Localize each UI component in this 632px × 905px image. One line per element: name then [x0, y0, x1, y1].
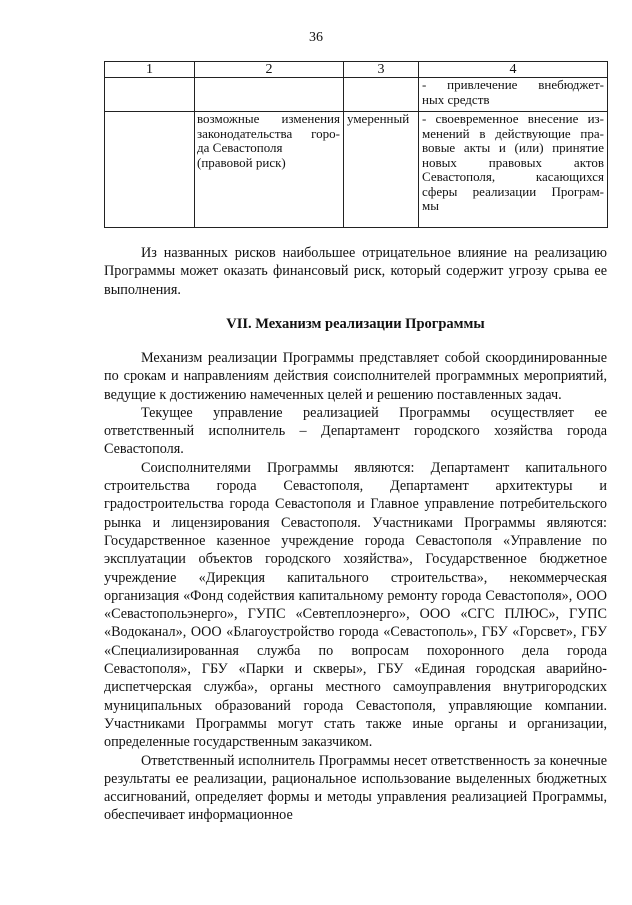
table-header-col-4: 4: [419, 62, 608, 78]
measure-line: ных средств: [422, 91, 490, 107]
section-body: [104, 349, 607, 825]
risk-name-line: законодательства горо-: [197, 125, 340, 141]
table-cell-risk-level: умеренный: [344, 112, 419, 228]
measure-line: - своевременное внесение из-: [422, 111, 604, 126]
table-cell-risk-group: [105, 112, 195, 228]
table-cell-risk-level: [344, 78, 419, 112]
table-row: [105, 112, 608, 228]
measure-line: Севастополя, касающихся: [422, 169, 604, 184]
risk-conclusion: [104, 244, 607, 299]
section-title: VII. Механизм реализации Программы: [226, 316, 485, 332]
table-header-row: [105, 62, 608, 78]
risk-name-line: (правовой риск): [197, 154, 286, 170]
table-header-col-1: 1: [105, 62, 195, 78]
paragraph: Соисполнителями Программы являются: Департамент капитального строительства города Севастополя, Департамент архитектуры и градостроительства города Севастополя и Главное управление потребительского рынка и лицензирования Севастополя. Участниками Программы являются: Государственное казенное учреждение города Севастополя «Управление по эксплуатации объектов городского хозяйства», Государственное бюджетное учреждение «Дирекция капитального строительства», некоммерческая организация «Фонд содействия капитальному ремонту города Севастополя», ООО «Севастопольэнерго», ГУПС «Севтеплоэнерго», ООО «СГС ПЛЮС», ГУПС «Водоканал», ООО «Благоустройство города «Севастополь», ГБУ «Горсвет», ГБУ «Специализированная служба по вопросам похоронного дела города Севастополя», ГБУ «Парки и скверы», ГБУ «Единая городская аварийно-диспетчерская служба», органы местного самоуправления внутригородских муниципальных образований города Севастополя, управляющие компании. Участниками Программы могут стать также иные органы и организации, определенные государственным заказчиком.: [104, 459, 607, 751]
page-number: 36: [309, 30, 323, 45]
table-cell-risk-name: [195, 78, 344, 112]
table-cell-risk-name: [195, 112, 344, 228]
table-cell-measures: [419, 78, 608, 112]
measure-line: мы: [422, 198, 439, 213]
risk-name-line: да Севастополя: [197, 140, 283, 155]
table-row: [105, 78, 608, 112]
paragraph: Ответственный исполнитель Программы несет ответственность за конечные результаты ее реализации, рациональное использование выделенных бюджетных ассигнований, определяет формы и методы управления реализацией Программы, обеспечивает информационное: [104, 752, 607, 824]
measure-line: сферы реализации Програм-: [422, 183, 604, 199]
table-cell-risk-group: [105, 78, 195, 112]
measure-line: новых правовых актов: [422, 154, 604, 170]
paragraph: Текущее управление реализацией Программы осуществляет ее ответственный исполнитель – Департамент городского хозяйства города Севастополя.: [104, 404, 607, 458]
measure-line: - привлечение внебюджет-: [422, 77, 604, 92]
paragraph: Механизм реализации Программы представляет собой скоординированные по срокам и направлениям действия соисполнителей программных мероприятий, ведущие к достижению намеченных целей и решению поставленных задач.: [104, 350, 607, 403]
paragraph: Из названных рисков наибольшее отрицательное влияние на реализацию Программы может оказать финансовый риск, который содержит угрозу срыва ее выполнения.: [104, 245, 607, 298]
table-header-col-3: 3: [344, 62, 419, 78]
risk-name-line: возможные изменения: [197, 111, 340, 126]
table-cell-measures: [419, 112, 608, 228]
table-header-col-2: 2: [195, 62, 344, 78]
measure-line: вовые акты и (или) принятие: [422, 140, 604, 155]
risk-table: [104, 61, 608, 228]
measure-line: менений в действующие пра-: [422, 125, 604, 141]
